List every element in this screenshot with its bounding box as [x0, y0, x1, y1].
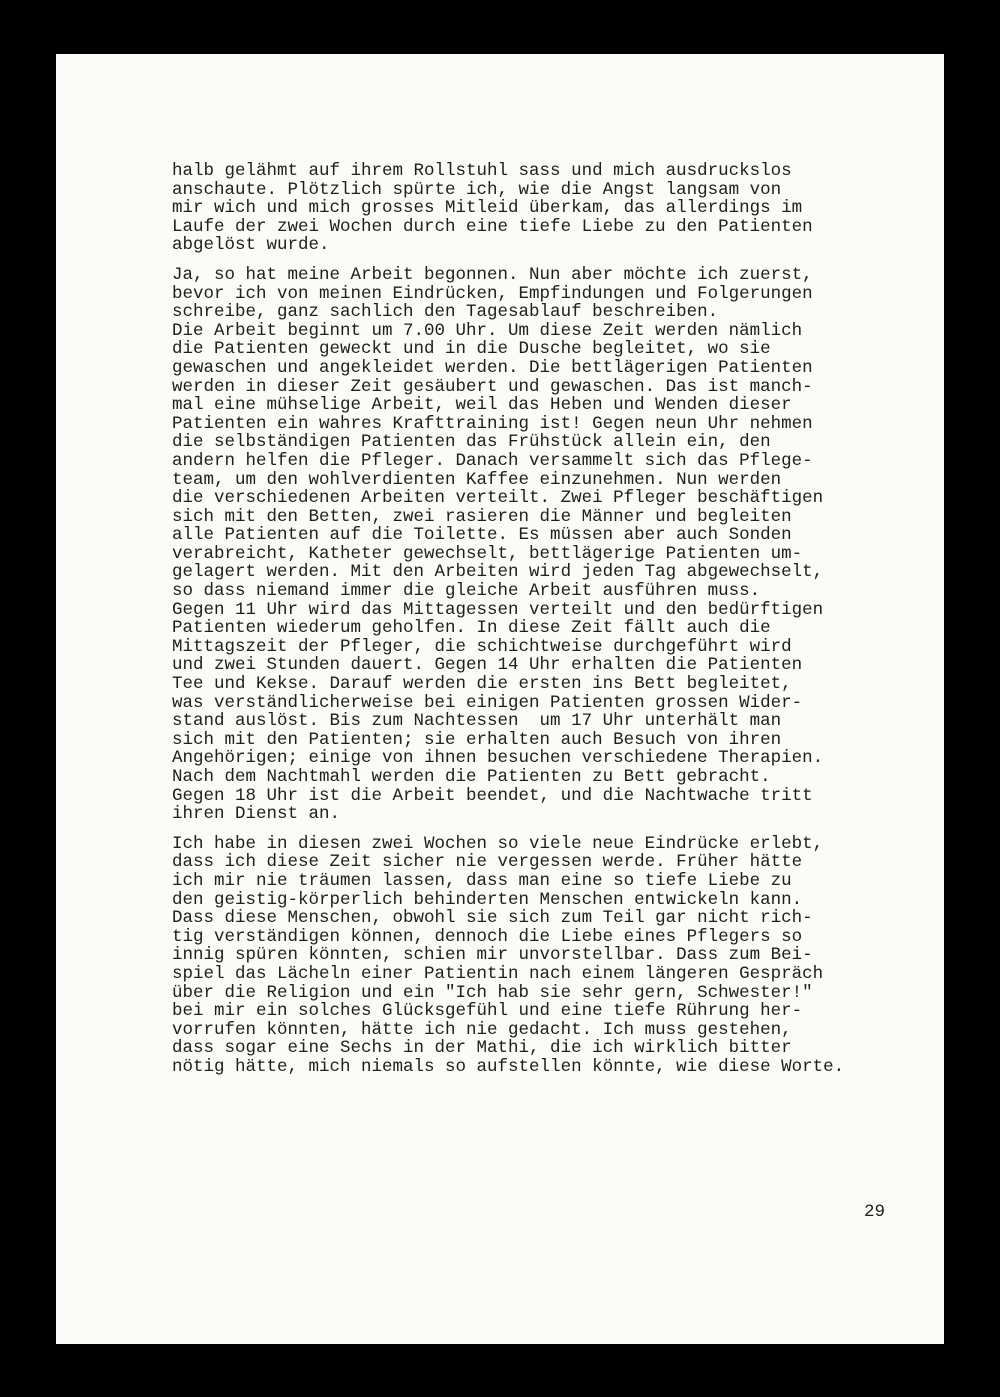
body-text [172, 162, 892, 1088]
paragraph-2 [172, 266, 892, 824]
text-line: bei mir ein solches Glücksgefühl und eine tiefe Rührung her- [172, 1001, 803, 1022]
text-line: so dass niemand immer die gleiche Arbeit ausführen muss. [172, 581, 761, 602]
document-page [56, 54, 944, 1344]
text-line: Gegen 11 Uhr wird das Mittagessen verteilt und den bedürftigen [172, 599, 824, 620]
text-line: Tee und Kekse. Darauf werden die ersten ins Bett begleitet, [172, 674, 792, 695]
text-line: abgelöst wurde. [172, 235, 330, 256]
paragraph-1 [172, 162, 892, 255]
text-line: und zwei Stunden dauert. Gegen 14 Uhr erhalten die Patienten [172, 655, 803, 676]
text-line: Mittagszeit der Pfleger, die schichtweise durchgeführt wird [172, 636, 792, 657]
text-line: Laufe der zwei Wochen durch eine tiefe Liebe zu den Patienten [172, 216, 813, 237]
text-line: tig verständigen können, dennoch die Liebe eines Pflegers so [172, 926, 803, 947]
text-line: bevor ich von meinen Eindrücken, Empfindungen und Folgerungen [172, 283, 813, 304]
text-line: sich mit den Betten, zwei rasieren die Männer und begleiten [172, 506, 792, 527]
text-line: Angehörigen; einige von ihnen besuchen verschiedene Therapien. [172, 748, 824, 769]
text-line: schreibe, ganz sachlich den Tagesablauf beschreiben. [172, 302, 719, 323]
text-line: Nach dem Nachtmahl werden die Patienten zu Bett gebracht. [172, 767, 771, 787]
text-line: vorrufen könnten, hätte ich nie gedacht. Ich muss gestehen, [172, 1019, 792, 1040]
text-line: innig spüren könnten, schien mir unvorstellbar. Dass zum Bei- [172, 945, 813, 966]
text-line: stand auslöst. Bis zum Nachtessen um 17 Uhr unterhält man [172, 711, 782, 732]
text-line: team, um den wohlverdienten Kaffee einzunehmen. Nun werden [172, 469, 782, 490]
text-line: gewaschen und angekleidet werden. Die bettlägerigen Patienten [172, 357, 813, 378]
text-line: die selbständigen Patienten das Frühstück allein ein, den [172, 432, 771, 453]
paragraph-3 [172, 835, 892, 1077]
text-line: anschaute. Plötzlich spürte ich, wie die Angst langsam von [172, 179, 782, 200]
text-line: dass ich diese Zeit sicher nie vergessen werde. Früher hätte [172, 852, 803, 873]
text-line: Patienten ein wahres Krafttraining ist! Gegen neun Uhr nehmen [172, 413, 813, 434]
text-line: dass sogar eine Sechs in der Mathi, die ich wirklich bitter [172, 1038, 792, 1059]
text-line: Die Arbeit beginnt um 7.00 Uhr. Um diese Zeit werden nämlich [172, 320, 803, 341]
text-line: was verständlicherweise bei einigen Patienten grossen Wider- [172, 692, 803, 713]
text-line: spiel das Lächeln einer Patientin nach einem längeren Gespräch [172, 963, 824, 984]
text-line: alle Patienten auf die Toilette. Es müssen aber auch Sonden [172, 525, 792, 546]
text-line: sich mit den Patienten; sie erhalten auch Besuch von ihren [172, 729, 782, 750]
text-line: halb gelähmt auf ihrem Rollstuhl sass und mich ausdruckslos [172, 161, 792, 181]
text-line: Ich habe in diesen zwei Wochen so viele neue Eindrücke erlebt, [172, 833, 824, 854]
text-line: verabreicht, Katheter gewechselt, bettlägerige Patienten um- [172, 543, 803, 564]
text-line: werden in dieser Zeit gesäubert und gewaschen. Das ist manch- [172, 376, 813, 397]
text-line: Gegen 18 Uhr ist die Arbeit beendet, und die Nachtwache tritt [172, 785, 813, 806]
text-line: den geistig-körperlich behinderten Menschen entwickeln kann. [172, 889, 803, 910]
page-number: 29 [864, 1202, 886, 1222]
text-line: Ja, so hat meine Arbeit begonnen. Nun aber möchte ich zuerst, [172, 264, 813, 285]
text-line: mal eine mühselige Arbeit, weil das Heben und Wenden dieser [172, 395, 792, 416]
text-line: nötig hätte, mich niemals so aufstellen könnte, wie diese Worte. [172, 1056, 845, 1077]
text-line: gelagert werden. Mit den Arbeiten wird jeden Tag abgewechselt, [172, 562, 824, 583]
text-line: Patienten wiederum geholfen. In diese Zeit fällt auch die [172, 618, 771, 639]
text-line: die verschiedenen Arbeiten verteilt. Zwei Pfleger beschäftigen [172, 488, 824, 509]
text-line: mir wich und mich grosses Mitleid überkam, das allerdings im [172, 198, 803, 219]
text-line: Dass diese Menschen, obwohl sie sich zum Teil gar nicht rich- [172, 908, 813, 929]
text-line: ihren Dienst an. [172, 804, 341, 825]
text-line: ich mir nie träumen lassen, dass man eine so tiefe Liebe zu [172, 870, 792, 891]
text-line: die Patienten geweckt und in die Dusche begleitet, wo sie [172, 339, 771, 360]
text-line: andern helfen die Pfleger. Danach versammelt sich das Pflege- [172, 450, 813, 471]
text-line: über die Religion und ein "Ich hab sie sehr gern, Schwester!" [172, 982, 813, 1003]
